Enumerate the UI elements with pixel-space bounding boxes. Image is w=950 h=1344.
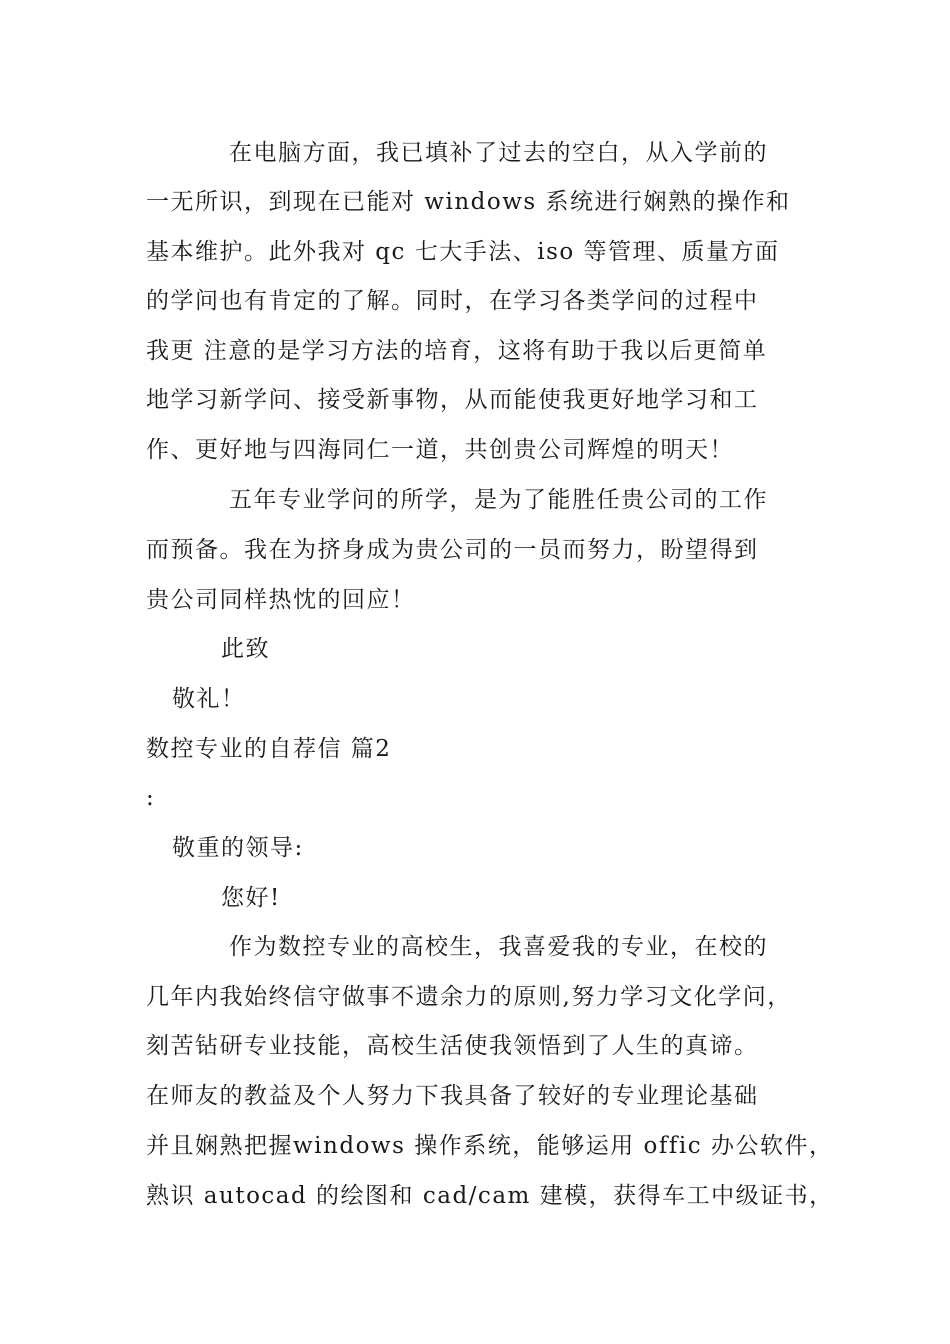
text-line: 而预备。我在为挤身成为贵公司的一员而努力，盼望得到 [146, 537, 759, 563]
letter-hello: 您好! [221, 885, 281, 911]
text-line: 我更 注意的是学习方法的培育，这将有助于我以后更简单 [146, 338, 768, 364]
text-line: 并且娴熟把握windows 操作系统，能够运用 offic 办公软件， [146, 1133, 834, 1159]
text-line: 的学问也有肯定的了解。同时，在学习各类学问的过程中 [146, 288, 759, 314]
colon-line: : [146, 785, 156, 811]
text-line: 基本维护。此外我对 qc 七大手法、iso 等管理、质量方面 [146, 239, 780, 265]
closing-salutation: 此致 [221, 636, 270, 662]
text-line: 熟识 autocad 的绘图和 cad/cam 建模，获得车工中级证书， [146, 1183, 834, 1209]
text-line: 在师友的教益及个人努力下我具备了较好的专业理论基础 [146, 1083, 759, 1109]
text-line: 作、更好地与四海同仁一道，共创贵公司辉煌的明天！ [146, 437, 734, 463]
letter-greeting: 敬重的领导: [172, 835, 304, 861]
text-line: 五年专业学问的所学，是为了能胜任贵公司的工作 [229, 487, 768, 513]
text-line: 贵公司同样热忱的回应！ [146, 587, 416, 613]
text-line: 在电脑方面，我已填补了过去的空白，从入学前的 [229, 140, 768, 166]
text-line: 刻苦钻研专业技能，高校生活使我领悟到了人生的真谛。 [146, 1033, 759, 1059]
text-line: 地学习新学问、接受新事物，从而能使我更好地学习和工 [146, 387, 759, 413]
closing-regards: 敬礼！ [172, 686, 246, 712]
text-line: 几年内我始终信守做事不遗余力的原则,努力学习文化学问， [146, 984, 792, 1010]
text-line: 一无所识，到现在已能对 windows 系统进行娴熟的操作和 [146, 189, 791, 215]
text-line: 作为数控专业的高校生，我喜爱我的专业，在校的 [229, 934, 768, 960]
section-title: 数控专业的自荐信 篇2 [146, 736, 392, 762]
